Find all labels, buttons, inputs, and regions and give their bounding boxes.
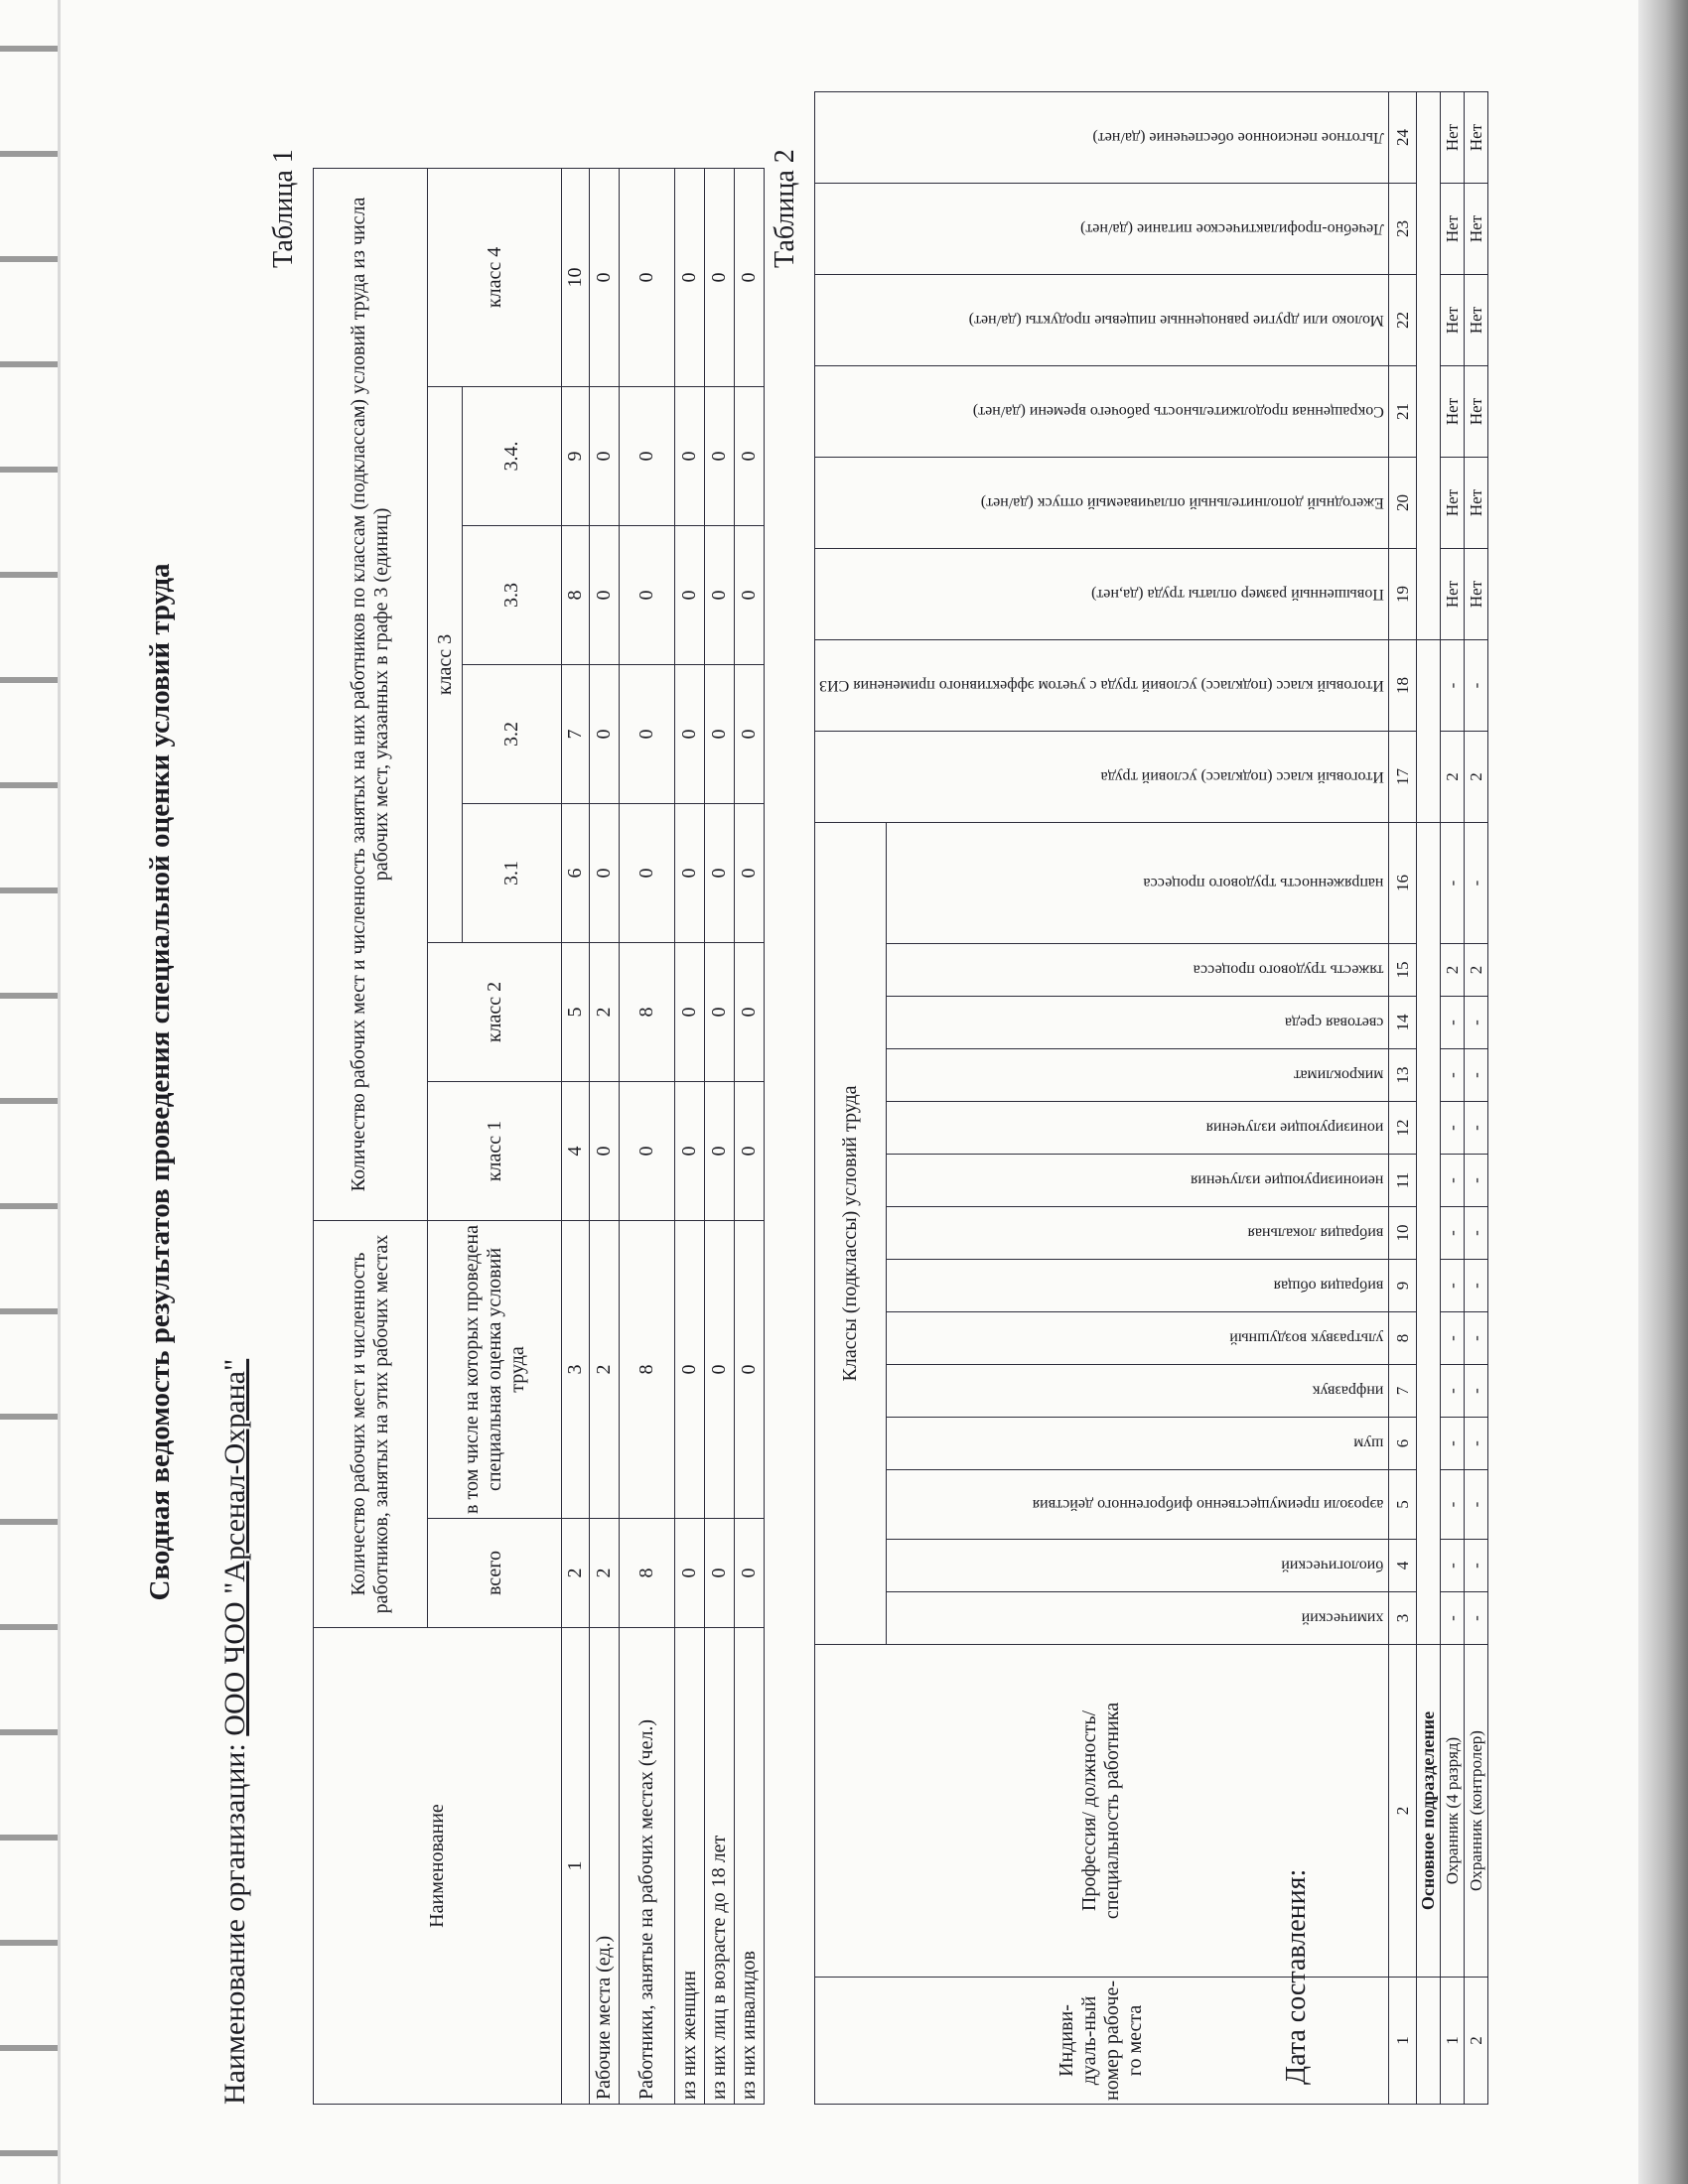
cell: Нет	[1440, 457, 1464, 548]
cell: 0	[620, 168, 675, 386]
cell: Нет	[1440, 91, 1464, 183]
cell: 0	[735, 804, 765, 943]
cell: Нет	[1464, 365, 1487, 457]
t1-header-class4: класс 4	[428, 168, 562, 386]
cell: 0	[705, 1082, 735, 1221]
t1-header-class1: класс 1	[428, 1082, 562, 1221]
t2-colnum: 1	[1388, 1978, 1416, 2105]
cell: -	[1464, 1470, 1487, 1540]
cell: Нет	[1440, 548, 1464, 639]
cell: 0	[675, 1519, 705, 1628]
cell: 0	[735, 665, 765, 804]
cell: -	[1464, 1260, 1487, 1312]
cell: Нет	[1440, 365, 1464, 457]
cell: -	[1440, 1312, 1464, 1365]
t1-colnum: 10	[562, 168, 590, 386]
cell: -	[1464, 822, 1487, 943]
cell: -	[1464, 1207, 1487, 1260]
row-name: Работники, занятые на рабочих местах (чел.)	[620, 1628, 675, 2105]
cell: -	[1464, 1540, 1487, 1592]
binding-holes	[0, 0, 58, 2184]
organization-name: ООО ЧОО "Арсенал-Охрана"	[218, 1358, 251, 1736]
cell: 2	[1464, 731, 1487, 822]
t1-header-classes: Количество рабочих мест и численность занятых на них работников по классам (подклассам) условий труда из числа рабочих мест, указанных в графе 3 (единиц)	[314, 168, 428, 1220]
cell: 2	[590, 1519, 620, 1628]
table1-label: Таблица 1	[268, 149, 299, 268]
cell: 0	[705, 387, 735, 526]
cell: 0	[675, 1082, 705, 1221]
t2-factor-ionizing: ионизирующие излучения	[887, 1102, 1388, 1155]
cell: -	[1464, 639, 1487, 731]
t1-column-numbers	[562, 168, 590, 2104]
t1-colnum: 7	[562, 665, 590, 804]
cell: 0	[590, 168, 620, 386]
t2-header-num: Индиви-дуаль-ный номер рабоче-го места	[815, 1978, 1389, 2105]
table-row	[675, 168, 705, 2104]
empty-cell	[1416, 91, 1440, 639]
compiled-date-label: Дата составления:	[1281, 1868, 1312, 2085]
cell: -	[1464, 1312, 1487, 1365]
t2-colnum: 19	[1388, 548, 1416, 639]
t2-colnum: 5	[1388, 1470, 1416, 1540]
t2-header-hours: Сокращенная продолжительность рабочего времени (да/нет)	[815, 365, 1389, 457]
t2-factor-aerosols: аэрозоли преимущественно фиброгенного действия	[887, 1470, 1388, 1540]
cell: -	[1440, 1540, 1464, 1592]
table-row	[1440, 91, 1464, 2104]
empty-cell	[1416, 639, 1440, 822]
t2-header-pension: Льготное пенсионное обеспечение (да/нет)	[815, 91, 1389, 183]
t1-colnum: 8	[562, 526, 590, 665]
t2-colnum: 7	[1388, 1365, 1416, 1418]
t2-header-leave: Ежегодный дополнительный оплачиваемый отпуск (да/нет)	[815, 457, 1389, 548]
cell: 0	[675, 804, 705, 943]
table-row	[590, 168, 620, 2104]
t1-header-name: Наименование	[314, 1628, 562, 2105]
t1-colnum: 5	[562, 943, 590, 1082]
t2-department-row	[1416, 91, 1440, 2104]
t2-colnum: 23	[1388, 183, 1416, 274]
t2-header-classes: Классы (подклассы) условий труда	[815, 822, 887, 1644]
t1-colnum: 2	[562, 1519, 590, 1628]
t2-factor-labor-severity: тяжесть трудового процесса	[887, 944, 1388, 997]
table1	[313, 168, 765, 2105]
cell: -	[1440, 639, 1464, 731]
profession: Охранник (4 разряд)	[1440, 1645, 1464, 1978]
cell: -	[1464, 1155, 1487, 1207]
cell: 2	[1440, 731, 1464, 822]
t2-colnum: 24	[1388, 91, 1416, 183]
profession: Охранник (контролер)	[1464, 1645, 1487, 1978]
t2-header-milk: Молоко или другие равноценные пищевые продукты (да/нет)	[815, 274, 1389, 365]
cell: Нет	[1440, 274, 1464, 365]
t2-colnum: 10	[1388, 1207, 1416, 1260]
row-name: из них лиц в возрасте до 18 лет	[705, 1628, 735, 2105]
cell: 2	[1440, 944, 1464, 997]
cell: 0	[735, 526, 765, 665]
cell: 0	[735, 1082, 765, 1221]
organization-label: Наименование организации:	[218, 1743, 251, 2105]
t1-header-31: 3.1	[463, 804, 562, 943]
t2-factor-biological: биологический	[887, 1540, 1388, 1592]
t2-colnum: 6	[1388, 1418, 1416, 1470]
cell: 0	[705, 1519, 735, 1628]
cell: Нет	[1464, 91, 1487, 183]
t1-colnum: 9	[562, 387, 590, 526]
t2-colnum: 8	[1388, 1312, 1416, 1365]
cell: -	[1440, 1102, 1464, 1155]
cell: -	[1440, 1155, 1464, 1207]
cell: -	[1464, 1365, 1487, 1418]
t2-factor-vibration-local: вибрация локальная	[887, 1207, 1388, 1260]
cell: 0	[675, 665, 705, 804]
cell: 0	[735, 1519, 765, 1628]
cell: 0	[705, 1221, 735, 1519]
t2-colnum: 22	[1388, 274, 1416, 365]
t2-colnum: 14	[1388, 997, 1416, 1049]
t2-colnum: 9	[1388, 1260, 1416, 1312]
cell: 0	[675, 387, 705, 526]
table2-label: Таблица 2	[770, 149, 800, 268]
t2-colnum: 13	[1388, 1049, 1416, 1102]
t1-header-count: Количество рабочих мест и численность работников, занятых на этих рабочих местах	[314, 1221, 428, 1628]
cell: 0	[735, 943, 765, 1082]
t1-header-34: 3.4.	[463, 387, 562, 526]
t2-colnum: 4	[1388, 1540, 1416, 1592]
t2-colnum: 11	[1388, 1155, 1416, 1207]
t1-colnum: 4	[562, 1082, 590, 1221]
cell: 0	[620, 665, 675, 804]
t2-factor-ultrasound: ультразвук воздушный	[887, 1312, 1388, 1365]
cell: 0	[705, 526, 735, 665]
t2-header-final-class-siz: Итоговый класс (подкласс) условий труда с учетом эффективного применения СИЗ	[815, 639, 1389, 731]
cell: 2	[590, 943, 620, 1082]
cell: -	[1440, 1207, 1464, 1260]
t2-header-food: Лечебно-профилактическое питание (да/нет)	[815, 183, 1389, 274]
t1-header-assessed: в том числе на которых проведена специальная оценка условий труда	[428, 1221, 562, 1519]
cell: 0	[620, 526, 675, 665]
organization-line	[218, 1359, 252, 2105]
cell: 0	[620, 387, 675, 526]
rotated-page-content	[124, 89, 1485, 2105]
t2-colnum: 15	[1388, 944, 1416, 997]
row-name: из них инвалидов	[735, 1628, 765, 2105]
cell: -	[1440, 1260, 1464, 1312]
t2-colnum: 20	[1388, 457, 1416, 548]
cell: -	[1440, 1418, 1464, 1470]
cell: 0	[590, 526, 620, 665]
cell: 0	[590, 387, 620, 526]
cell: 0	[675, 1221, 705, 1519]
t1-colnum: 3	[562, 1221, 590, 1519]
t2-factor-vibration-general: вибрация общая	[887, 1260, 1388, 1312]
cell: Нет	[1464, 183, 1487, 274]
t2-header-profession: Профессия/ должность/ специальность работника	[815, 1645, 1389, 1978]
t2-column-numbers	[1388, 91, 1416, 2104]
cell: Нет	[1464, 457, 1487, 548]
cell: 2	[1464, 944, 1487, 997]
cell: 2	[590, 1221, 620, 1519]
cell: 0	[735, 168, 765, 386]
t2-colnum: 16	[1388, 822, 1416, 943]
cell: 0	[675, 526, 705, 665]
t2-colnum: 18	[1388, 639, 1416, 731]
t2-colnum: 12	[1388, 1102, 1416, 1155]
t1-header-total: всего	[428, 1519, 562, 1628]
page-edge-shadow	[1638, 0, 1688, 2184]
t2-factor-lighting: световая среда	[887, 997, 1388, 1049]
binding-edge	[58, 0, 61, 2184]
cell: -	[1440, 1049, 1464, 1102]
t1-colnum: 1	[562, 1628, 590, 2105]
cell: 8	[620, 943, 675, 1082]
cell: -	[1440, 1365, 1464, 1418]
cell: 0	[675, 943, 705, 1082]
t1-header-class2: класс 2	[428, 943, 562, 1082]
cell: -	[1464, 1592, 1487, 1645]
cell: 0	[590, 1082, 620, 1221]
cell: -	[1464, 1049, 1487, 1102]
cell: 0	[735, 1221, 765, 1519]
cell: -	[1440, 822, 1464, 943]
t1-header-33: 3.3	[463, 526, 562, 665]
t2-factor-microclimate: микроклимат	[887, 1049, 1388, 1102]
t2-colnum: 3	[1388, 1592, 1416, 1645]
t2-colnum: 2	[1388, 1645, 1416, 1978]
cell: 0	[620, 1082, 675, 1221]
cell: 0	[705, 665, 735, 804]
table-row	[1464, 91, 1487, 2104]
cell: 8	[620, 1519, 675, 1628]
cell: -	[1440, 1470, 1464, 1540]
t2-factor-noise: шум	[887, 1418, 1388, 1470]
table2	[814, 91, 1488, 2105]
cell: 0	[735, 387, 765, 526]
table-row	[705, 168, 735, 2104]
cell: Нет	[1464, 274, 1487, 365]
table-row	[735, 168, 765, 2104]
t2-factor-infrasound: инфразвук	[887, 1365, 1388, 1418]
cell: 0	[590, 804, 620, 943]
empty-cell	[1416, 1978, 1440, 2105]
cell: Нет	[1464, 548, 1487, 639]
cell: 0	[675, 168, 705, 386]
workplace-number: 2	[1464, 1978, 1487, 2105]
workplace-number: 1	[1440, 1978, 1464, 2105]
document-title: Сводная ведомость результатов проведения специальной оценки условий труда	[144, 563, 176, 1601]
t2-factor-chemical: химический	[887, 1592, 1388, 1645]
t1-header-32: 3.2	[463, 665, 562, 804]
cell: -	[1464, 1102, 1487, 1155]
cell: 0	[590, 665, 620, 804]
t2-factor-labor-intensity: напряженность трудового процесса	[887, 822, 1388, 943]
row-name: Рабочие места (ед.)	[590, 1628, 620, 2105]
cell: 0	[620, 804, 675, 943]
cell: -	[1464, 997, 1487, 1049]
cell: -	[1464, 1418, 1487, 1470]
cell: -	[1440, 997, 1464, 1049]
t2-header-final-class: Итоговый класс (подкласс) условий труда	[815, 731, 1389, 822]
cell: Нет	[1440, 183, 1464, 274]
department-name: Основное подразделение	[1416, 1645, 1440, 1978]
empty-cell	[1416, 822, 1440, 1644]
t2-colnum: 17	[1388, 731, 1416, 822]
t2-factor-nonionizing: неионизирующие излучения	[887, 1155, 1388, 1207]
cell: -	[1440, 1592, 1464, 1645]
t1-colnum: 6	[562, 804, 590, 943]
t1-header-class3: класс 3	[428, 387, 463, 943]
t2-colnum: 21	[1388, 365, 1416, 457]
cell: 0	[705, 168, 735, 386]
cell: 0	[705, 804, 735, 943]
cell: 0	[705, 943, 735, 1082]
t2-header-pay: Повышенный размер оплаты труда (да,нет)	[815, 548, 1389, 639]
cell: 8	[620, 1221, 675, 1519]
row-name: из них женщин	[675, 1628, 705, 2105]
table-row	[620, 168, 675, 2104]
